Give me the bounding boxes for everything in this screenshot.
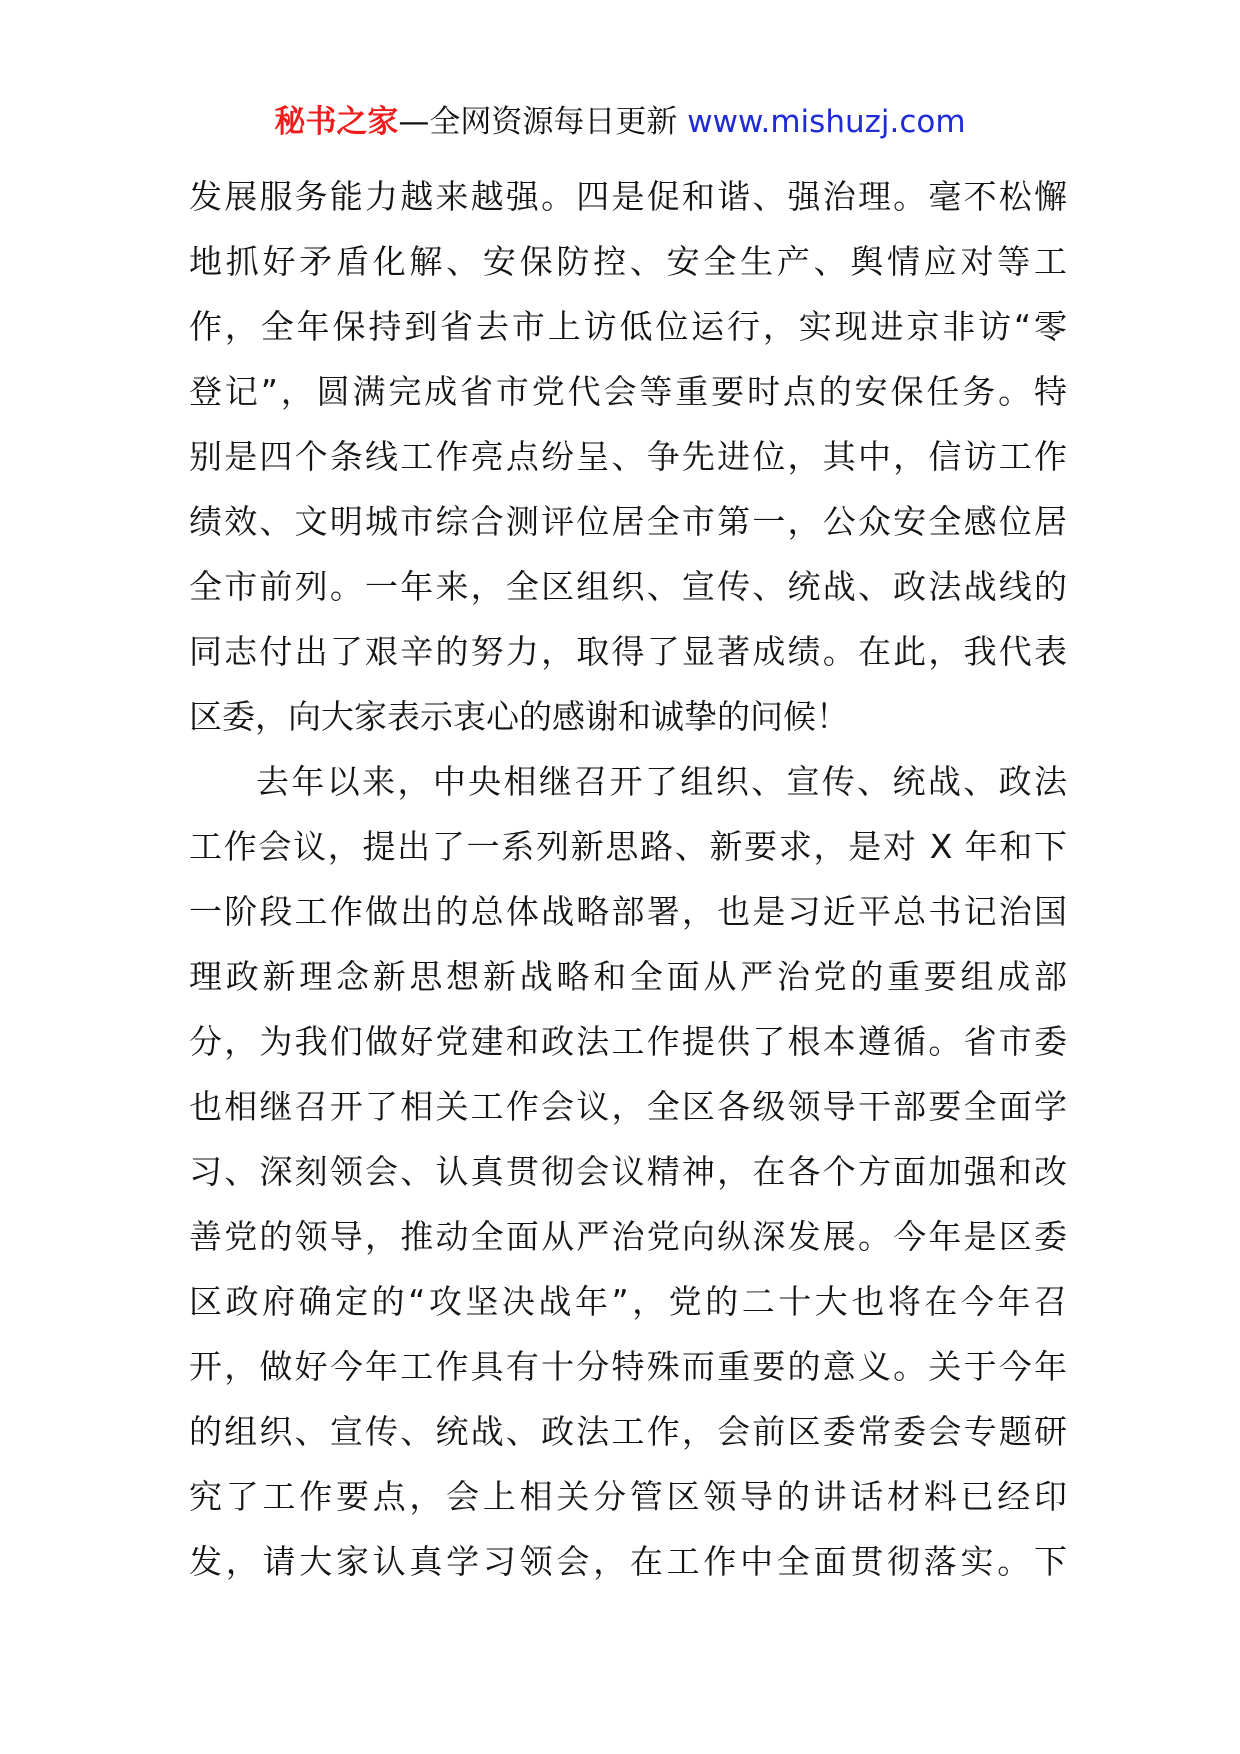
paragraph-2 [189, 749, 1067, 1594]
page-header [0, 100, 1240, 144]
text-line: 地抓好矛盾化解、安保防控、安全生产、舆情应对等工 [189, 242, 1067, 281]
document-body [189, 164, 1067, 1594]
text-line: 同志付出了艰辛的努力，取得了显著成绩。在此，我代表 [189, 632, 1067, 671]
text-line: 发展服务能力越来越强。四是促和谐、强治理。毫不松懈 [189, 177, 1067, 216]
text-line: 开，做好今年工作具有十分特殊而重要的意义。关于今年 [189, 1347, 1067, 1386]
text-line: 一阶段工作做出的总体战略部署，也是习近平总书记治国 [189, 892, 1067, 931]
text-line: 区政府确定的“攻坚决战年”，党的二十大也将在今年召 [189, 1282, 1067, 1321]
text-line: 别是四个条线工作亮点纷呈、争先进位，其中，信访工作 [189, 437, 1067, 476]
text-line: 也相继召开了相关工作会议，全区各级领导干部要全面学 [189, 1087, 1067, 1126]
text-line: 发，请大家认真学习领会，在工作中全面贯彻落实。下 [189, 1542, 1067, 1581]
brand-name: 秘书之家 [274, 104, 399, 140]
text-line: 登记”，圆满完成省市党代会等重要时点的安保任务。特 [189, 372, 1067, 411]
text-line: 善党的领导，推动全面从严治党向纵深发展。今年是区委 [189, 1217, 1067, 1256]
text-line: 工作会议，提出了一系列新思路、新要求，是对 X 年和下 [189, 827, 1067, 866]
text-line: 分，为我们做好党建和政法工作提供了根本遵循。省市委 [189, 1022, 1067, 1061]
text-line: 习、深刻领会、认真贯彻会议精神，在各个方面加强和改 [189, 1152, 1067, 1191]
text-line: 绩效、文明城市综合测评位居全市第一，公众安全感位居 [189, 502, 1067, 541]
text-line: 理政新理念新思想新战略和全面从严治党的重要组成部 [189, 957, 1067, 996]
paragraph-1 [189, 164, 1067, 749]
text-line: 去年以来，中央相继召开了组织、宣传、统战、政法 [256, 762, 1067, 801]
text-line: 作，全年保持到省去市上访低位运行，实现进京非访“零 [189, 307, 1067, 346]
header-slogan: —全网资源每日更新 [398, 104, 688, 140]
text-line: 全市前列。一年来，全区组织、宣传、统战、政法战线的 [189, 567, 1067, 606]
text-line: 的组织、宣传、统战、政法工作，会前区委常委会专题研 [189, 1412, 1067, 1451]
text-line: 区委，向大家表示衷心的感谢和诚挚的问候！ [189, 697, 849, 736]
text-line: 究了工作要点，会上相关分管区领导的讲话材料已经印 [189, 1477, 1067, 1516]
website-link[interactable]: www.mishuzj.com [687, 104, 966, 140]
